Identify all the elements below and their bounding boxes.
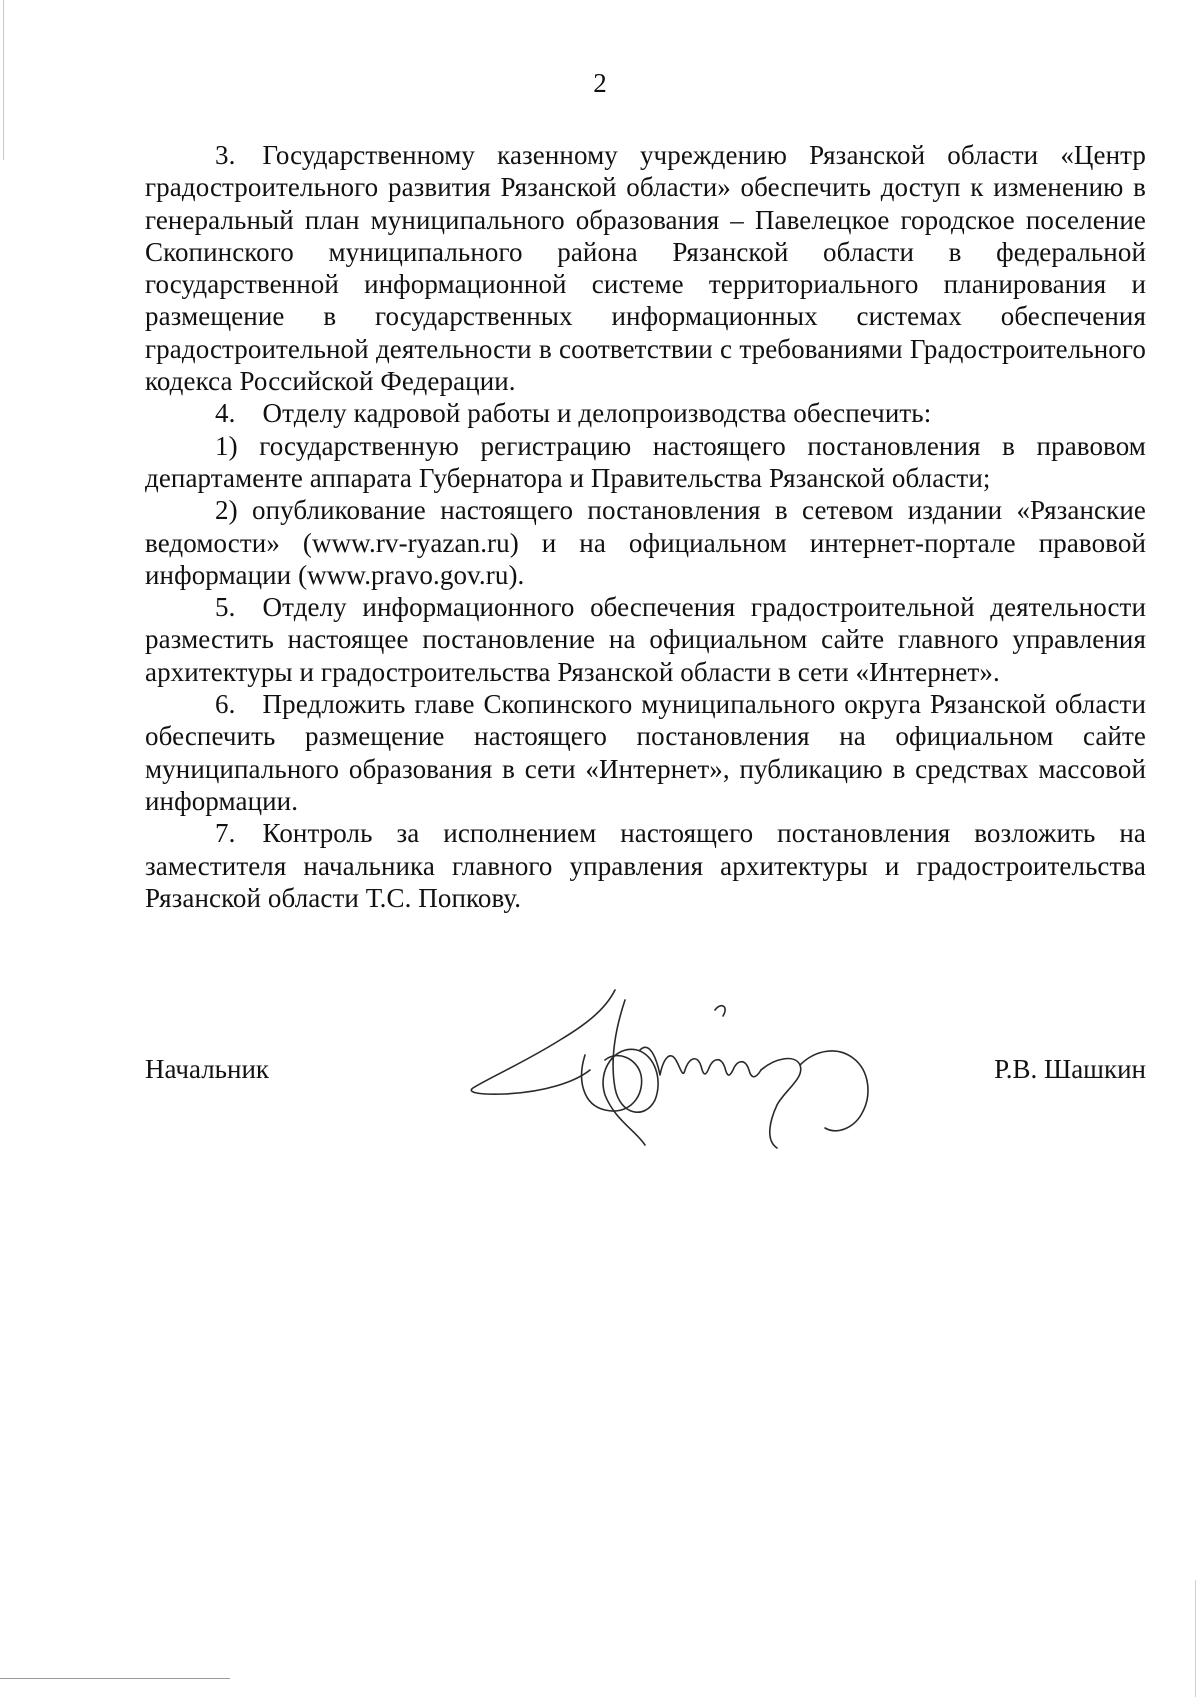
paragraph-4-item-1: 1) государственную регистрацию настоящего постановления в правовом департаменте аппарата Губернатора и Правительства Рязанской области; [145,430,1146,493]
paragraph-5: 5. Отделу информационного обеспечения градостроительной деятельности разместить настоящее постановление на официальном сайте главного управления архитектуры и градостроительства Рязанской области в сети «Интернет». [145,592,1146,687]
scan-edge-bottom [0,1678,230,1679]
page-number: 2 [593,68,607,98]
document-body [145,139,1146,914]
signature-block [145,1040,1146,1170]
paragraph-3: 3. Государственному казенному учреждению Рязанской области «Центр градостроительного развития Рязанской области» обеспечить доступ к изменению в генеральный план муниципального образования – Павелецкое городское поселение Скопинского муниципального района Рязанской области в федеральной государственной информационной системе территориального планирования и размещение в государственных информационных системах обеспечения градостроительной деятельности в соответствии с требованиями Градостроительного кодекса Российской Федерации. [145,140,1146,397]
paragraph-4-item-2: 2) опубликование настоящего постановления в сетевом издании «Рязанские ведомости» (www.rv-ryazan.ru) и на официальном интернет-портале правовой информации (www.pravo.gov.ru). [145,495,1146,590]
paragraph-6: 6. Предложить главе Скопинского муниципального округа Рязанской области обеспечить размещение настоящего постановления на официальном сайте муниципального образования в сети «Интернет», публикацию в средствах массовой информации. [145,689,1146,816]
handwritten-signature [465,970,885,1170]
paragraph-7: 7. Контроль за исполнением настоящего постановления возложить на заместителя начальника главного управления архитектуры и градостроительства Рязанской области Т.С. Попкову. [145,818,1146,913]
signatory-title: Начальник [145,1054,270,1084]
signatory-name: Р.В. Шашкин [994,1054,1146,1084]
paragraph-4: 4. Отделу кадровой работы и делопроизводства обеспечить: [215,398,932,429]
scan-edge-right [1195,1580,1196,1697]
